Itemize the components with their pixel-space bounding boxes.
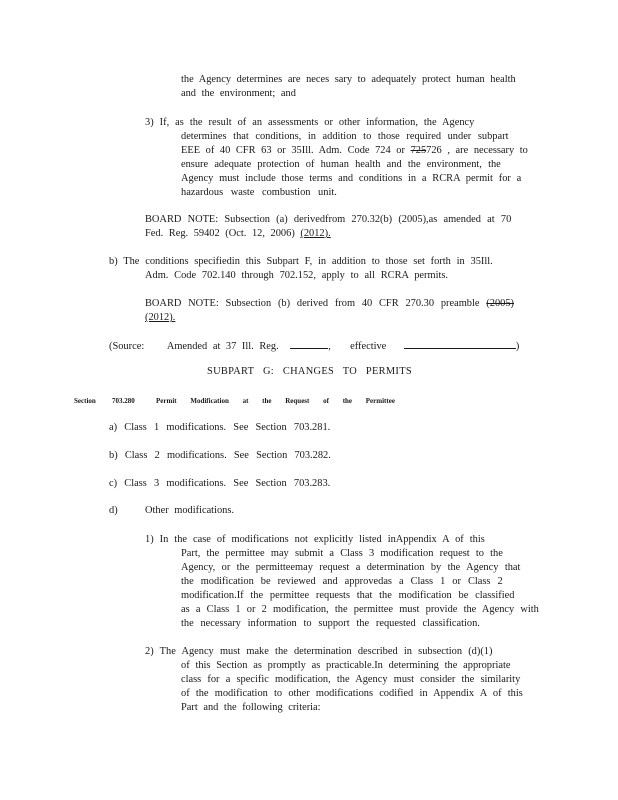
text-run: EEE of 40 CFR 63 or 35Ill. Adm. Code 724 or bbox=[181, 145, 405, 156]
d1-line: Part, the permittee may submit a Class 3 modification request to the bbox=[181, 548, 503, 559]
class-1-line: a) Class 1 modifications. See Section 703.281. bbox=[109, 422, 331, 433]
d1-line: the modification be reviewed and approvedas a Class 1 or Class 2 bbox=[181, 576, 503, 587]
section-title: Permit Modification at the Request of the Permittee bbox=[156, 397, 395, 405]
paragraph-3-line: 3) If, as the result of an assessments or other information, the Agency bbox=[145, 117, 475, 128]
close-paren: ) bbox=[515, 341, 520, 352]
d1-line: Agency, or the permitteemay request a determination by the Agency that bbox=[181, 562, 521, 573]
board-note-line bbox=[145, 297, 514, 310]
text-run: BOARD NOTE: Subsection (b) derived from 40 CFR 270.30 preamble bbox=[145, 298, 480, 309]
d2-line: Part and the following criteria: bbox=[181, 702, 321, 713]
paragraph-b-line: b) The conditions specifiedin this Subpart F, in addition to those set forth in 35Ill. bbox=[109, 256, 493, 267]
d1-line: the necessary information to support the requested classification. bbox=[181, 618, 480, 629]
source-line bbox=[109, 339, 519, 353]
item-d-title: Other modifications. bbox=[145, 505, 234, 516]
register-blank bbox=[290, 339, 328, 349]
paragraph-3-line: determines that conditions, in addition to those required under subpart bbox=[181, 131, 509, 142]
board-note-line bbox=[145, 311, 175, 324]
class-3-line: c) Class 3 modifications. See Section 703.283. bbox=[109, 478, 331, 489]
amended-text: Amended at 37 Ill. Reg. bbox=[166, 341, 279, 352]
body-text-line: the Agency determines are neces sary to adequately protect human health bbox=[181, 74, 516, 85]
inserted-text: (2012). bbox=[145, 312, 176, 323]
d1-line: as a Class 1 or 2 modification, the permittee must provide the Agency with bbox=[181, 604, 539, 615]
board-note-line: BOARD NOTE: Subsection (a) derivedfrom 270.32(b) (2005),as amended at 70 bbox=[145, 214, 512, 225]
effective-date-blank bbox=[404, 339, 516, 349]
section-label: Section bbox=[74, 397, 96, 405]
text-run: Fed. Reg. 59402 (Oct. 12, 2006) bbox=[145, 228, 295, 239]
d2-line: class for a specific modification, the Agency must consider the similarity bbox=[181, 674, 521, 685]
paragraph-b-line: Adm. Code 702.140 through 702.152, apply to all RCRA permits. bbox=[145, 270, 448, 281]
class-2-line: b) Class 2 modifications. See Section 703.282. bbox=[109, 450, 331, 461]
paragraph-3-line bbox=[181, 144, 528, 157]
section-number: 703.280 bbox=[112, 397, 135, 405]
source-label: (Source: bbox=[109, 341, 145, 352]
subpart-heading: SUBPART G: CHANGES TO PERMITS bbox=[207, 366, 412, 377]
d2-line: 2) The Agency must make the determination described in subsection (d)(1) bbox=[145, 646, 493, 657]
item-d-label: d) bbox=[109, 505, 118, 516]
effective-text: effective bbox=[350, 341, 387, 352]
paragraph-3-line: hazardous waste combustion unit. bbox=[181, 187, 337, 198]
inserted-text: (2012). bbox=[300, 228, 331, 239]
deleted-text: (2005) bbox=[486, 298, 514, 309]
d1-line: modification.If the permittee requests that the modification be classified bbox=[181, 590, 515, 601]
text-run: 726 , are necessary to bbox=[426, 145, 528, 156]
d2-line: of this Section as promptly as practicable.In determining the appropriate bbox=[181, 660, 511, 671]
paragraph-3-line: Agency must include those terms and conditions in a RCRA permit for a bbox=[181, 173, 522, 184]
d1-line: 1) In the case of modifications not explicitly listed inAppendix A of this bbox=[145, 534, 485, 545]
body-text-line: and the environment; and bbox=[181, 88, 296, 99]
d2-line: of the modification to other modifications codified in Appendix A of this bbox=[181, 688, 523, 699]
deleted-text: 725 bbox=[410, 145, 427, 156]
separator: , bbox=[328, 341, 331, 352]
paragraph-3-line: ensure adequate protection of human health and the environment, the bbox=[181, 159, 501, 170]
board-note-line bbox=[145, 227, 331, 240]
